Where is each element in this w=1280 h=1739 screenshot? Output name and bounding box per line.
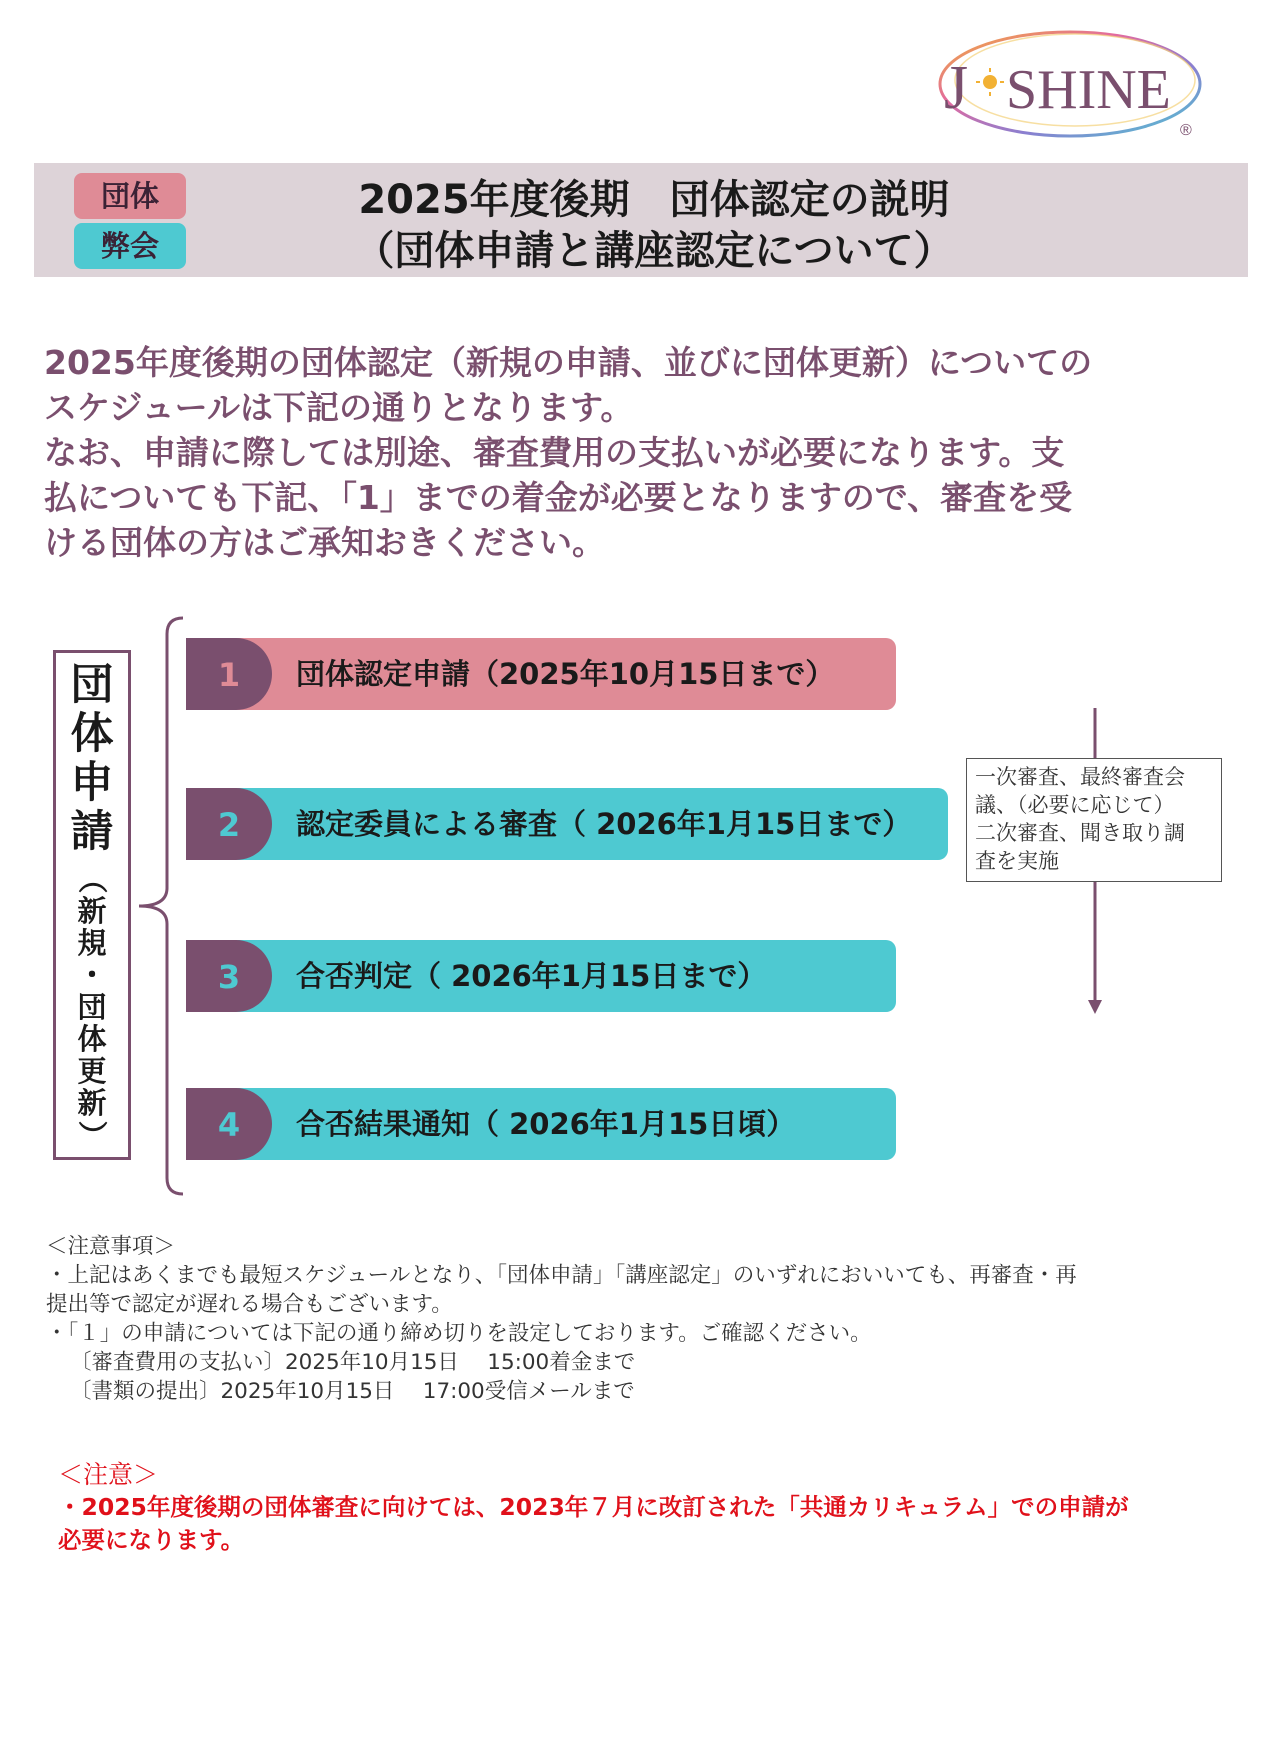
step-label: 団体認定申請（2025年10月15日まで）: [296, 657, 835, 691]
caution-line: ・2025年度後期の団体審査に向けては、2023年７月に改訂された「共通カリキュラム」での申請が: [58, 1493, 1129, 1521]
step-number: 4: [186, 1088, 272, 1160]
header-band: [34, 163, 1248, 277]
intro-line: 2025年度後期の団体認定（新規の申請、並びに団体更新）についての: [44, 343, 1093, 382]
step-number: 1: [186, 638, 272, 710]
notes-line: 提出等で認定が遅れる場合もございます。: [46, 1292, 453, 1317]
caution-section: [58, 1458, 1258, 1557]
notes-section: [46, 1232, 1256, 1406]
intro-paragraph: [44, 340, 1244, 565]
review-note: 一次審査、最終審査会 議、（必要に応じて） 二次審査、聞き取り調 査を実施: [966, 758, 1222, 882]
intro-line: スケジュールは下記の通りとなります。: [44, 388, 634, 427]
side-label-main: 団 体 申 請: [70, 660, 114, 857]
notes-heading: ＜注意事項＞: [46, 1234, 176, 1259]
caution-line: 必要になります。: [58, 1526, 245, 1554]
notes-line: ・「１」の申請については下記の通り締め切りを設定しております。ご確認ください。: [46, 1321, 872, 1346]
side-label-box: [53, 650, 131, 1160]
intro-line: 払についても下記、「1」までの着金が必要となりますので、審査を受: [44, 478, 1073, 517]
svg-text:J: J: [944, 54, 969, 122]
tag-heisha: 弊会: [74, 223, 186, 269]
bracket-shape: [135, 616, 185, 1196]
step-4: [186, 1088, 896, 1160]
step-1: [186, 638, 896, 710]
step-number: 2: [186, 788, 272, 860]
intro-line: ける団体の方はご承知おきください。: [44, 523, 605, 562]
page-title: 2025年度後期 団体認定の説明: [358, 177, 950, 223]
notes-line: 〔審査費用の支払い〕2025年10月15日 15:00着金まで: [70, 1350, 636, 1375]
jshine-logo: [930, 22, 1222, 144]
tag-dantai: 団体: [74, 173, 186, 219]
logo-text: SHINE: [1006, 59, 1171, 121]
step-label: 合否結果通知（ 2026年1月15日頃）: [296, 1107, 796, 1141]
notes-line: ・上記はあくまでも最短スケジュールとなり、「団体申請」「講座認定」のいずれにおいいても、再審査・再: [46, 1263, 1077, 1288]
step-2: [186, 788, 948, 860]
step-number: 3: [186, 940, 272, 1012]
intro-line: なお、申請に際しては別途、審査費用の支払いが必要になります。支: [44, 433, 1065, 472]
notes-line: 〔書類の提出〕2025年10月15日 17:00受信メールまで: [70, 1379, 635, 1404]
step-3: [186, 940, 896, 1012]
step-label: 認定委員による審査（ 2026年1月15日まで）: [296, 807, 912, 841]
caution-heading: ＜注意＞: [58, 1460, 159, 1489]
page-subtitle: （団体申請と講座認定について）: [354, 228, 954, 274]
side-label-sub: （ 新 規 ・ 団 体 更 新 ）: [75, 864, 109, 1150]
step-label: 合否判定（ 2026年1月15日まで）: [296, 959, 767, 993]
svg-text:®: ®: [1180, 122, 1192, 139]
